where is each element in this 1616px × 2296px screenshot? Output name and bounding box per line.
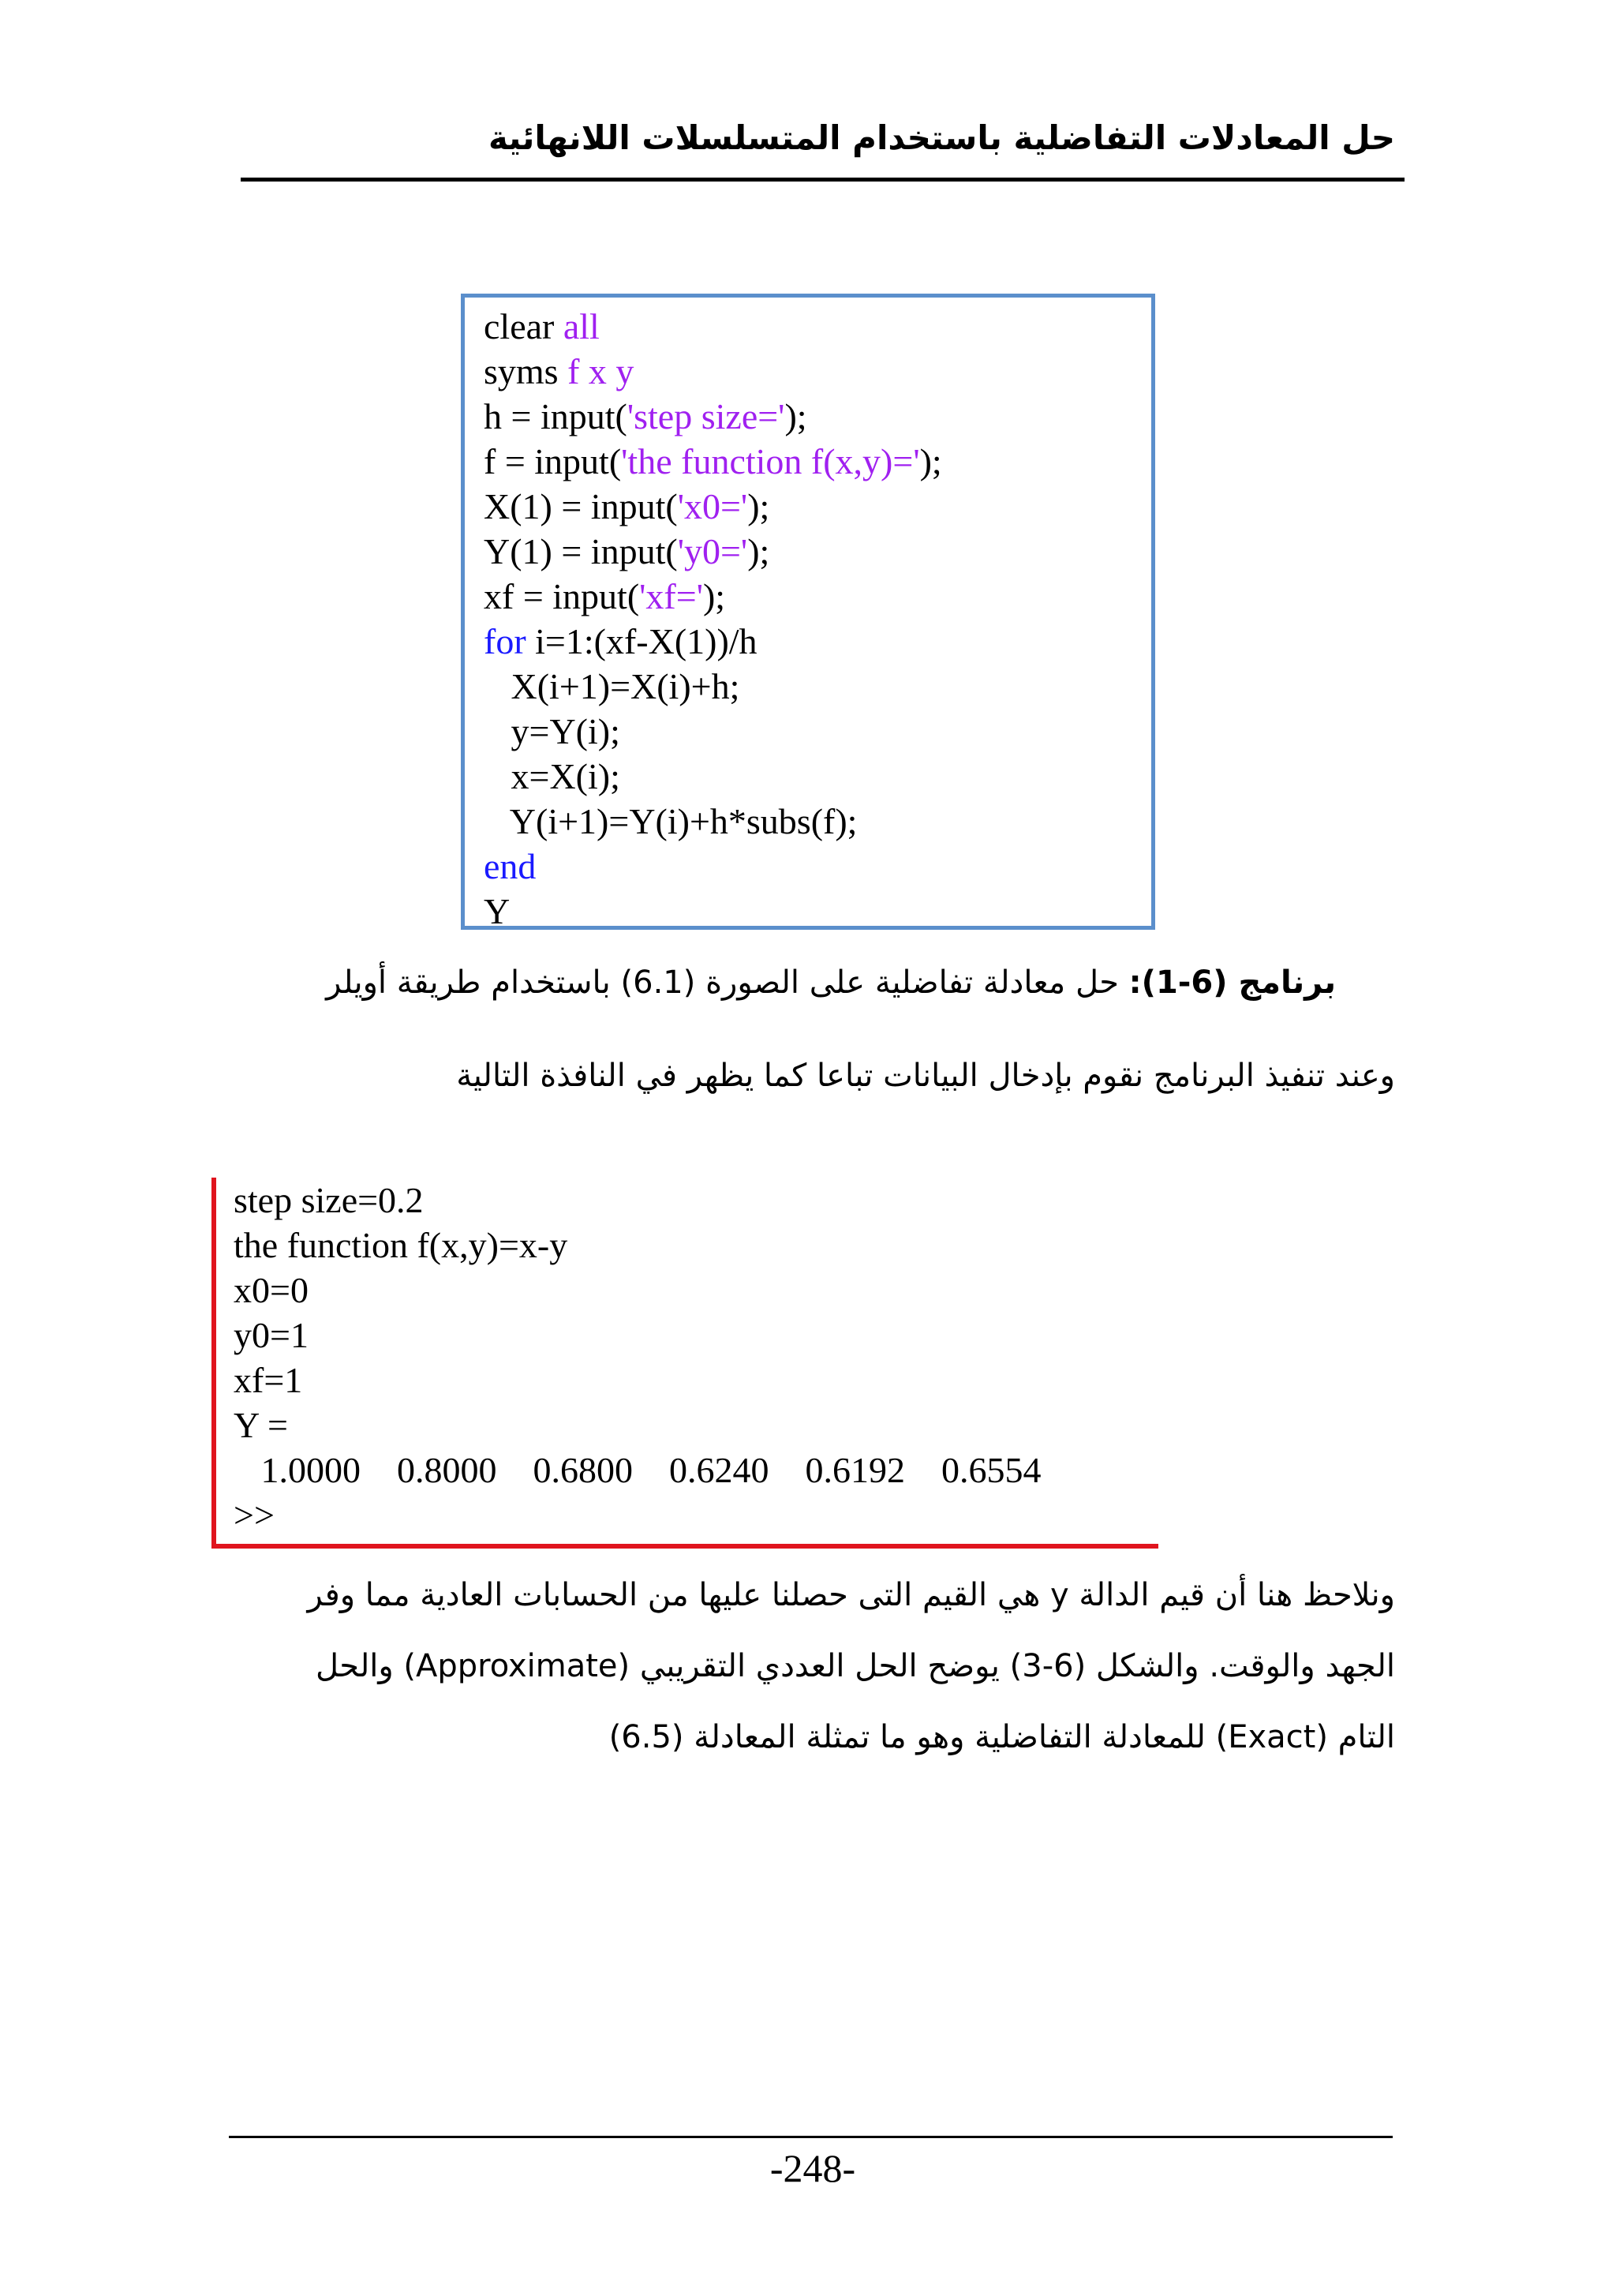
code-string: all bbox=[563, 306, 600, 346]
code-text: x=X(i); bbox=[484, 756, 620, 796]
code-line bbox=[484, 619, 1151, 664]
code-line bbox=[484, 394, 1151, 439]
code-text: syms bbox=[484, 351, 568, 391]
code-text: X(1) = input( bbox=[484, 486, 678, 526]
code-text: ); bbox=[702, 576, 726, 616]
code-line bbox=[484, 304, 1151, 349]
code-string: 'y0=' bbox=[677, 531, 748, 571]
body-line-1: ونلاحظ هنا أن قيم الدالة y هي القيم التى حصلنا عليها من الحسابات العادية مما وفر bbox=[307, 1577, 1395, 1613]
output-line: Y = bbox=[234, 1405, 288, 1445]
output-line: y0=1 bbox=[234, 1315, 309, 1355]
code-text: Y bbox=[484, 891, 511, 931]
code-text: ); bbox=[747, 531, 770, 571]
command-window-output bbox=[211, 1178, 1158, 1549]
code-text: Y(i+1)=Y(i)+h*subs(f); bbox=[484, 801, 858, 841]
code-text: xf = input( bbox=[484, 576, 640, 616]
output-line: 1.0000 0.8000 0.6800 0.6240 0.6192 0.6554 bbox=[234, 1450, 1042, 1490]
code-keyword: end bbox=[484, 846, 537, 886]
code-text: X(i+1)=X(i)+h; bbox=[484, 666, 740, 706]
footer-divider bbox=[229, 2136, 1393, 2138]
code-string: 'the function f(x,y)=' bbox=[621, 441, 920, 481]
output-line: step size=0.2 bbox=[234, 1180, 424, 1220]
code-text: clear bbox=[484, 306, 563, 346]
output-line: the function f(x,y)=x-y bbox=[234, 1225, 568, 1265]
code-line bbox=[484, 574, 1151, 619]
code-text: ); bbox=[747, 486, 770, 526]
code-text: i=1:(xf-X(1))/h bbox=[526, 621, 758, 661]
intro-paragraph: وعند تنفيذ البرنامج نقوم بإدخال البيانات تباعا كما يظهر في النافذة التالية bbox=[456, 1058, 1395, 1094]
code-text: f = input( bbox=[484, 441, 622, 481]
page-header-title: حل المعادلات التفاضلية باستخدام المتسلسلات اللانهائية bbox=[488, 118, 1395, 157]
code-text: Y(1) = input( bbox=[484, 531, 678, 571]
header-divider bbox=[241, 178, 1405, 182]
caption-label: برنامج (6-1): bbox=[1128, 964, 1336, 1001]
code-line bbox=[484, 439, 1151, 484]
caption-text: حل معادلة تفاضلية على الصورة (6.1) باستخدام طريقة أويلر bbox=[326, 964, 1129, 1001]
code-line bbox=[484, 349, 1151, 394]
body-line-2: الجهد والوقت. والشكل (6-3) يوضح الحل العددي التقريبي (Approximate) والحل bbox=[315, 1648, 1395, 1684]
code-line bbox=[484, 709, 1151, 754]
code-line bbox=[484, 844, 1151, 889]
code-line bbox=[484, 754, 1151, 799]
code-string: 'xf=' bbox=[639, 576, 703, 616]
code-line bbox=[484, 529, 1151, 574]
code-text: y=Y(i); bbox=[484, 711, 620, 751]
code-keyword: for bbox=[484, 621, 526, 661]
program-caption bbox=[152, 964, 1336, 1001]
code-string: 'step size=' bbox=[627, 396, 785, 436]
code-text: ); bbox=[919, 441, 942, 481]
code-line bbox=[484, 664, 1151, 709]
output-line: >> bbox=[234, 1495, 275, 1535]
output-line: xf=1 bbox=[234, 1360, 303, 1400]
page-number: -248- bbox=[769, 2146, 856, 2190]
code-text: h = input( bbox=[484, 396, 627, 436]
code-string: 'x0=' bbox=[677, 486, 748, 526]
body-line-3: التام (Exact) للمعادلة التفاضلية وهو ما تمثلة المعادلة (6.5) bbox=[608, 1719, 1395, 1755]
code-text: ); bbox=[784, 396, 807, 436]
code-string: f x y bbox=[567, 351, 634, 391]
code-line bbox=[484, 484, 1151, 529]
code-line bbox=[484, 799, 1151, 844]
output-line: x0=0 bbox=[234, 1270, 309, 1310]
code-line bbox=[484, 889, 1151, 934]
matlab-code-listing bbox=[461, 294, 1155, 930]
